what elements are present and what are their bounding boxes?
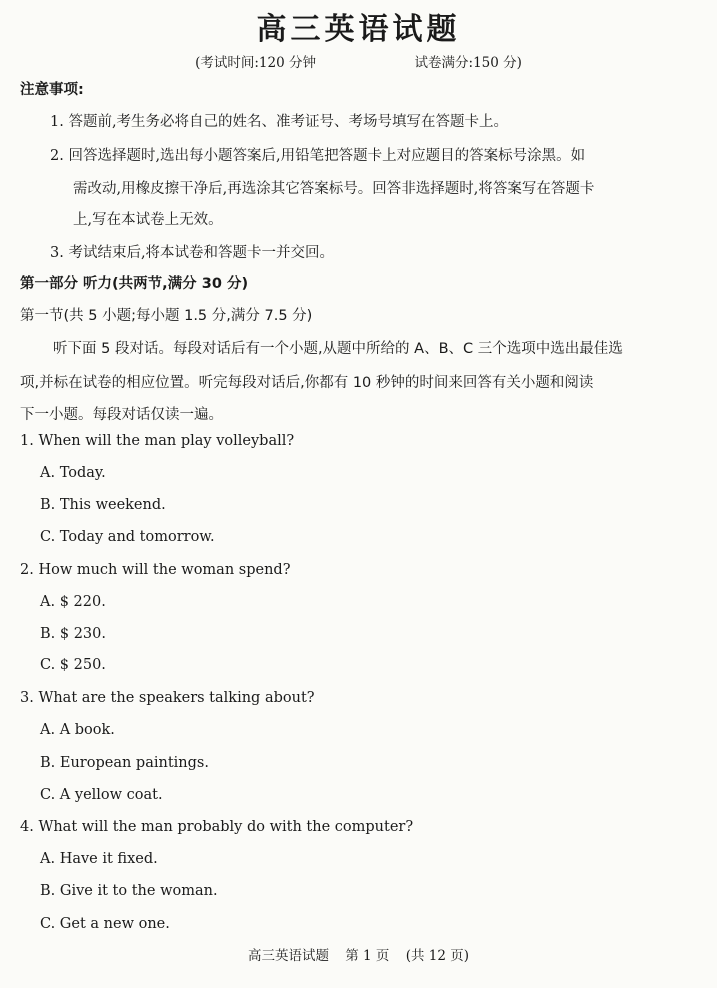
question-stem: 4. What will the man probably do with the computer? — [20, 819, 414, 835]
notice-item-1: 1. 答题前,考生务必将自己的姓名、准考证号、考场号填写在答题卡上。 — [50, 114, 509, 130]
option-a: A. Today. — [40, 465, 106, 481]
option-c: C. A yellow coat. — [40, 787, 163, 803]
exam-meta — [0, 51, 717, 71]
notice-item-2-line-1: 2. 回答选择题时,选出每小题答案后,用铅笔把答题卡上对应题目的答案标号涂黑。如 — [50, 148, 586, 164]
question-stem: 3. What are the speakers talking about? — [20, 690, 315, 706]
option-b: B. This weekend. — [40, 497, 166, 513]
option-c: C. $ 250. — [40, 657, 106, 673]
question-stem: 1. When will the man play volleyball? — [20, 433, 295, 449]
option-a: A. A book. — [40, 722, 115, 738]
section1-heading: 第一节(共 5 小题;每小题 1.5 分,满分 7.5 分) — [20, 308, 313, 324]
footer-page-number: 第 1 页 — [345, 948, 390, 964]
page-title: 高三英语试题 — [256, 12, 461, 47]
notice-item-2-line-2: 需改动,用橡皮擦干净后,再选涂其它答案标号。回答非选择题时,将答案写在答题卡 — [73, 181, 595, 197]
page-footer — [0, 944, 717, 964]
option-c: C. Get a new one. — [40, 916, 170, 932]
option-b: B. European paintings. — [40, 755, 209, 771]
option-b: B. Give it to the woman. — [40, 883, 218, 899]
notice-item-3: 3. 考试结束后,将本试卷和答题卡一并交回。 — [50, 245, 335, 261]
notice-item-2-line-3: 上,写在本试卷上无效。 — [73, 212, 223, 228]
instruction-line-1: 听下面 5 段对话。每段对话后有一个小题,从题中所给的 A、B、C 三个选项中选出最佳选 — [53, 341, 623, 357]
full-score: 试卷满分:150 分) — [414, 55, 522, 71]
option-c: C. Today and tomorrow. — [40, 529, 215, 545]
part1-heading: 第一部分 听力(共两节,满分 30 分) — [20, 276, 249, 292]
footer-total-pages: (共 12 页) — [405, 948, 470, 964]
option-a: A. Have it fixed. — [40, 851, 158, 867]
question-stem: 2. How much will the woman spend? — [20, 562, 291, 578]
notice-heading: 注意事项: — [20, 82, 84, 98]
option-b: B. $ 230. — [40, 626, 106, 642]
exam-time: (考试时间:120 分钟 — [195, 55, 316, 71]
option-a: A. $ 220. — [40, 594, 106, 610]
instruction-line-3: 下一小题。每段对话仅读一遍。 — [20, 407, 223, 423]
instruction-line-2: 项,并标在试卷的相应位置。听完每段对话后,你都有 10 秒钟的时间来回答有关小题和阅读 — [20, 375, 594, 391]
footer-subject: 高三英语试题 — [247, 948, 329, 964]
